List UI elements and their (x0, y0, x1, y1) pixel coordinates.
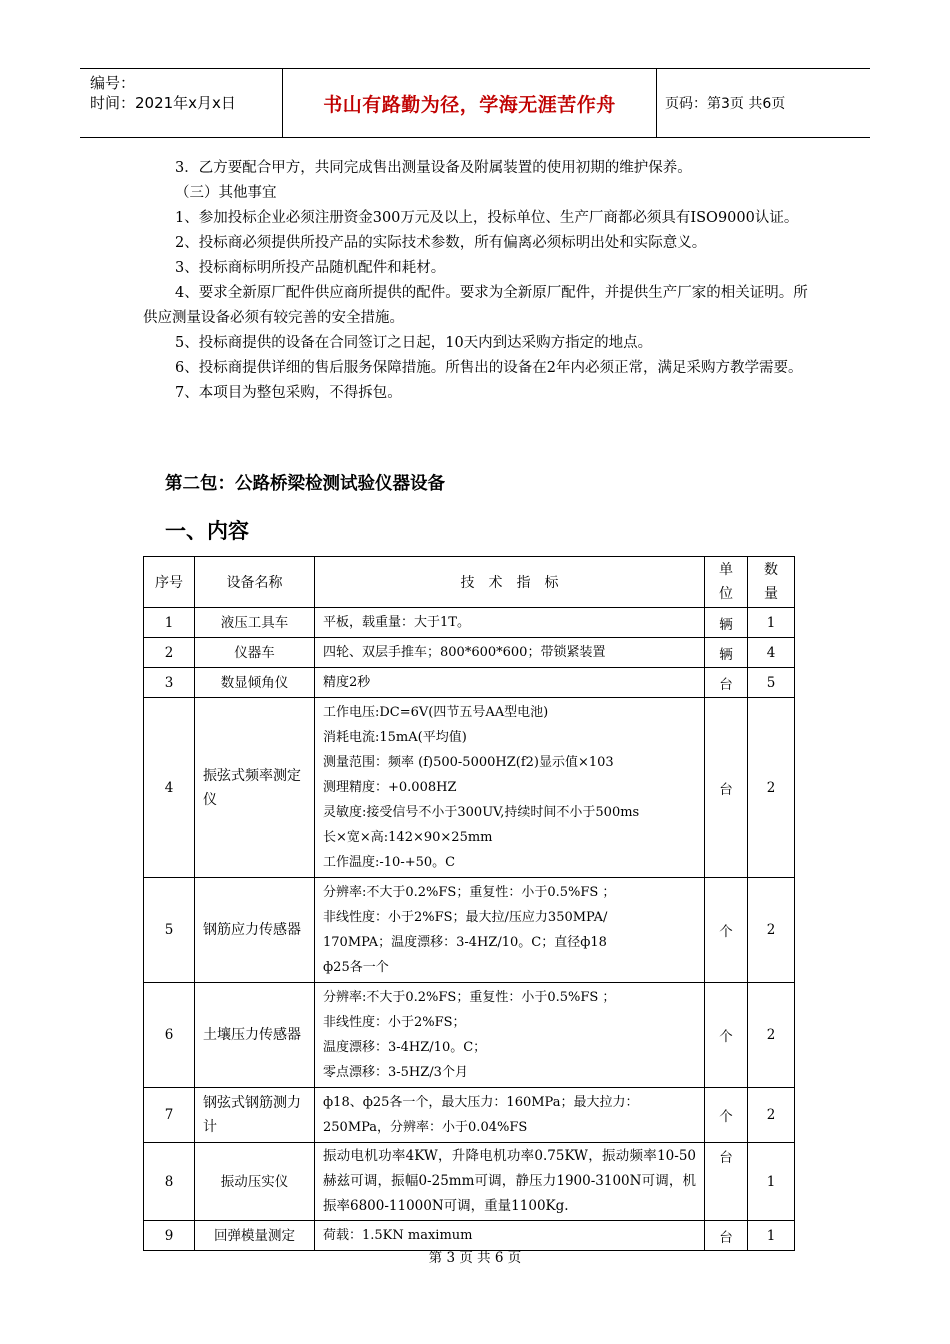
paragraph: 5、投标商提供的设备在合同签订之日起，10天内到达采购方指定的地点。 (175, 335, 653, 351)
table-row: 8 振动压实仪 振动电机功率4KW，升降电机功率0.75KW，振动频率10-50赫兹可调，振幅0-25mm可调，静压力1900-3100N可调，机振率6800-11000N可调，重量1100Kg. 台 1 (144, 1143, 795, 1221)
page-header (80, 68, 870, 138)
equipment-spec: 振动电机功率4KW，升降电机功率0.75KW，振动频率10-50赫兹可调，振幅0-25mm可调，静压力1900-3100N可调，机振率6800-11000N可调，重量1100Kg. (315, 1143, 705, 1221)
section-title: 一、内容 (165, 519, 249, 543)
table-row: 5 钢筋应力传感器 分辨率:不大于0.2%FS；重复性：小于0.5%FS ； 非线性度：小于2%FS；最大拉/压应力350MPA/ 170MPA；温度漂移：3-4HZ/10。C；直径ф18 ф25各一个 个 2 (144, 878, 795, 983)
table-row: 7 钢弦式钢筋测力计 ф18、ф25各一个，最大压力：160MPa；最大拉力： 250MPa，分辨率：小于0.04%FS 个 2 (144, 1088, 795, 1143)
equipment-table (143, 556, 795, 1251)
header-qty: 数 量 (748, 557, 795, 608)
subheading-other-matters: （三）其他事宜 (175, 185, 277, 201)
equipment-name: 数显倾角仪 (195, 668, 315, 698)
header-motto-cell (282, 69, 657, 137)
equipment-spec: 分辨率:不大于0.2%FS；重复性：小于0.5%FS ； 非线性度：小于2%FS； 温度漂移：3-4HZ/10。C； 零点漂移：3-5HZ/3个月 (315, 983, 705, 1088)
paragraph: 4、要求全新原厂配件供应商所提供的配件。要求为全新原厂配件，并提供生产厂家的相关证明。所供应测量设备必须有较完善的安全措施。 (143, 285, 808, 326)
header-unit: 单 位 (705, 557, 748, 608)
equipment-name: 土壤压力传感器 (195, 983, 315, 1088)
paragraph: 3．乙方要配合甲方，共同完成售出测量设备及附属装置的使用初期的维护保养。 (175, 160, 692, 176)
paragraph: 1、参加投标企业必须注册资金300万元及以上，投标单位、生产厂商都必须具有ISO9000认证。 (175, 210, 799, 226)
document-number: 编号： (90, 74, 136, 92)
paragraph: 2、投标商必须提供所投产品的实际技术参数，所有偏离必须标明出处和实际意义。 (175, 235, 707, 251)
header-name: 设备名称 (195, 557, 315, 608)
equipment-name: 振动压实仪 (195, 1143, 315, 1221)
header-page-cell (656, 69, 870, 137)
equipment-name: 液压工具车 (195, 608, 315, 638)
paragraph: 7、本项目为整包采购，不得拆包。 (175, 385, 402, 401)
motto: 书山有路勤为径，学海无涯苦作舟 (323, 93, 616, 116)
paragraph: 6、投标商提供详细的售后服务保障措施。所售出的设备在2年内必须正常，满足采购方教学需要。 (175, 360, 803, 376)
table-row: 1 液压工具车 平板，载重量：大于1T。 辆 1 (144, 608, 795, 638)
table-row: 9 回弹模量测定 荷载：1.5KN maximum 台 1 (144, 1221, 795, 1251)
equipment-spec: 工作电压:DC=6V(四节五号AA型电池) 消耗电流:15mA(平均值) 测量范围：频率 (f)500-5000HZ(f2)显示值×103 测理精度：+0.008HZ 灵敏度:接受信号不小于300UV,持续时间不小于500ms 长×宽×高:142×90×25mm 工作温度:-10-+50。C (315, 698, 705, 878)
equipment-spec: 平板，载重量：大于1T。 (315, 608, 705, 638)
equipment-spec: 荷载：1.5KN maximum (315, 1221, 705, 1251)
equipment-name: 仪器车 (195, 638, 315, 668)
equipment-spec: 四轮、双层手推车；800*600*600；带锁紧装置 (315, 638, 705, 668)
table-header-row (144, 557, 795, 608)
equipment-spec: 精度2秒 (315, 668, 705, 698)
equipment-name: 钢筋应力传感器 (195, 878, 315, 983)
table-row: 2 仪器车 四轮、双层手推车；800*600*600；带锁紧装置 辆 4 (144, 638, 795, 668)
equipment-spec: 分辨率:不大于0.2%FS；重复性：小于0.5%FS ； 非线性度：小于2%FS；最大拉/压应力350MPA/ 170MPA；温度漂移：3-4HZ/10。C；直径ф18 ф25各一个 (315, 878, 705, 983)
equipment-name: 振弦式频率测定仪 (195, 698, 315, 878)
header-no: 序号 (144, 557, 195, 608)
header-info-cell (80, 69, 282, 137)
page-code: 页码：第3页 共6页 (665, 96, 786, 112)
table-row: 6 土壤压力传感器 分辨率:不大于0.2%FS；重复性：小于0.5%FS ； 非线性度：小于2%FS； 温度漂移：3-4HZ/10。C； 零点漂移：3-5HZ/3个月 个 2 (144, 983, 795, 1088)
body-text (143, 156, 808, 406)
document-date: 时间：2021年x月x日 (90, 94, 236, 112)
table-row: 3 数显倾角仪 精度2秒 台 5 (144, 668, 795, 698)
equipment-name: 回弹模量测定 (195, 1221, 315, 1251)
equipment-spec: ф18、ф25各一个，最大压力：160MPa；最大拉力： 250MPa，分辨率：小于0.04%FS (315, 1088, 705, 1143)
page-footer: 第 3 页 共 6 页 (428, 1250, 522, 1266)
header-spec: 技 术 指 标 (315, 557, 705, 608)
equipment-name: 钢弦式钢筋测力计 (195, 1088, 315, 1143)
table-row: 4 振弦式频率测定仪 工作电压:DC=6V(四节五号AA型电池) 消耗电流:15mA(平均值) 测量范围：频率 (f)500-5000HZ(f2)显示值×103 测理精度：+0.008HZ 灵敏度:接受信号不小于300UV,持续时间不小于500ms 长×宽×高:142×90×25mm 工作温度:-10-+50。C 台 2 (144, 698, 795, 878)
package-title: 第二包：公路桥梁检测试验仪器设备 (165, 474, 445, 494)
paragraph: 3、投标商标明所投产品随机配件和耗材。 (175, 260, 446, 276)
